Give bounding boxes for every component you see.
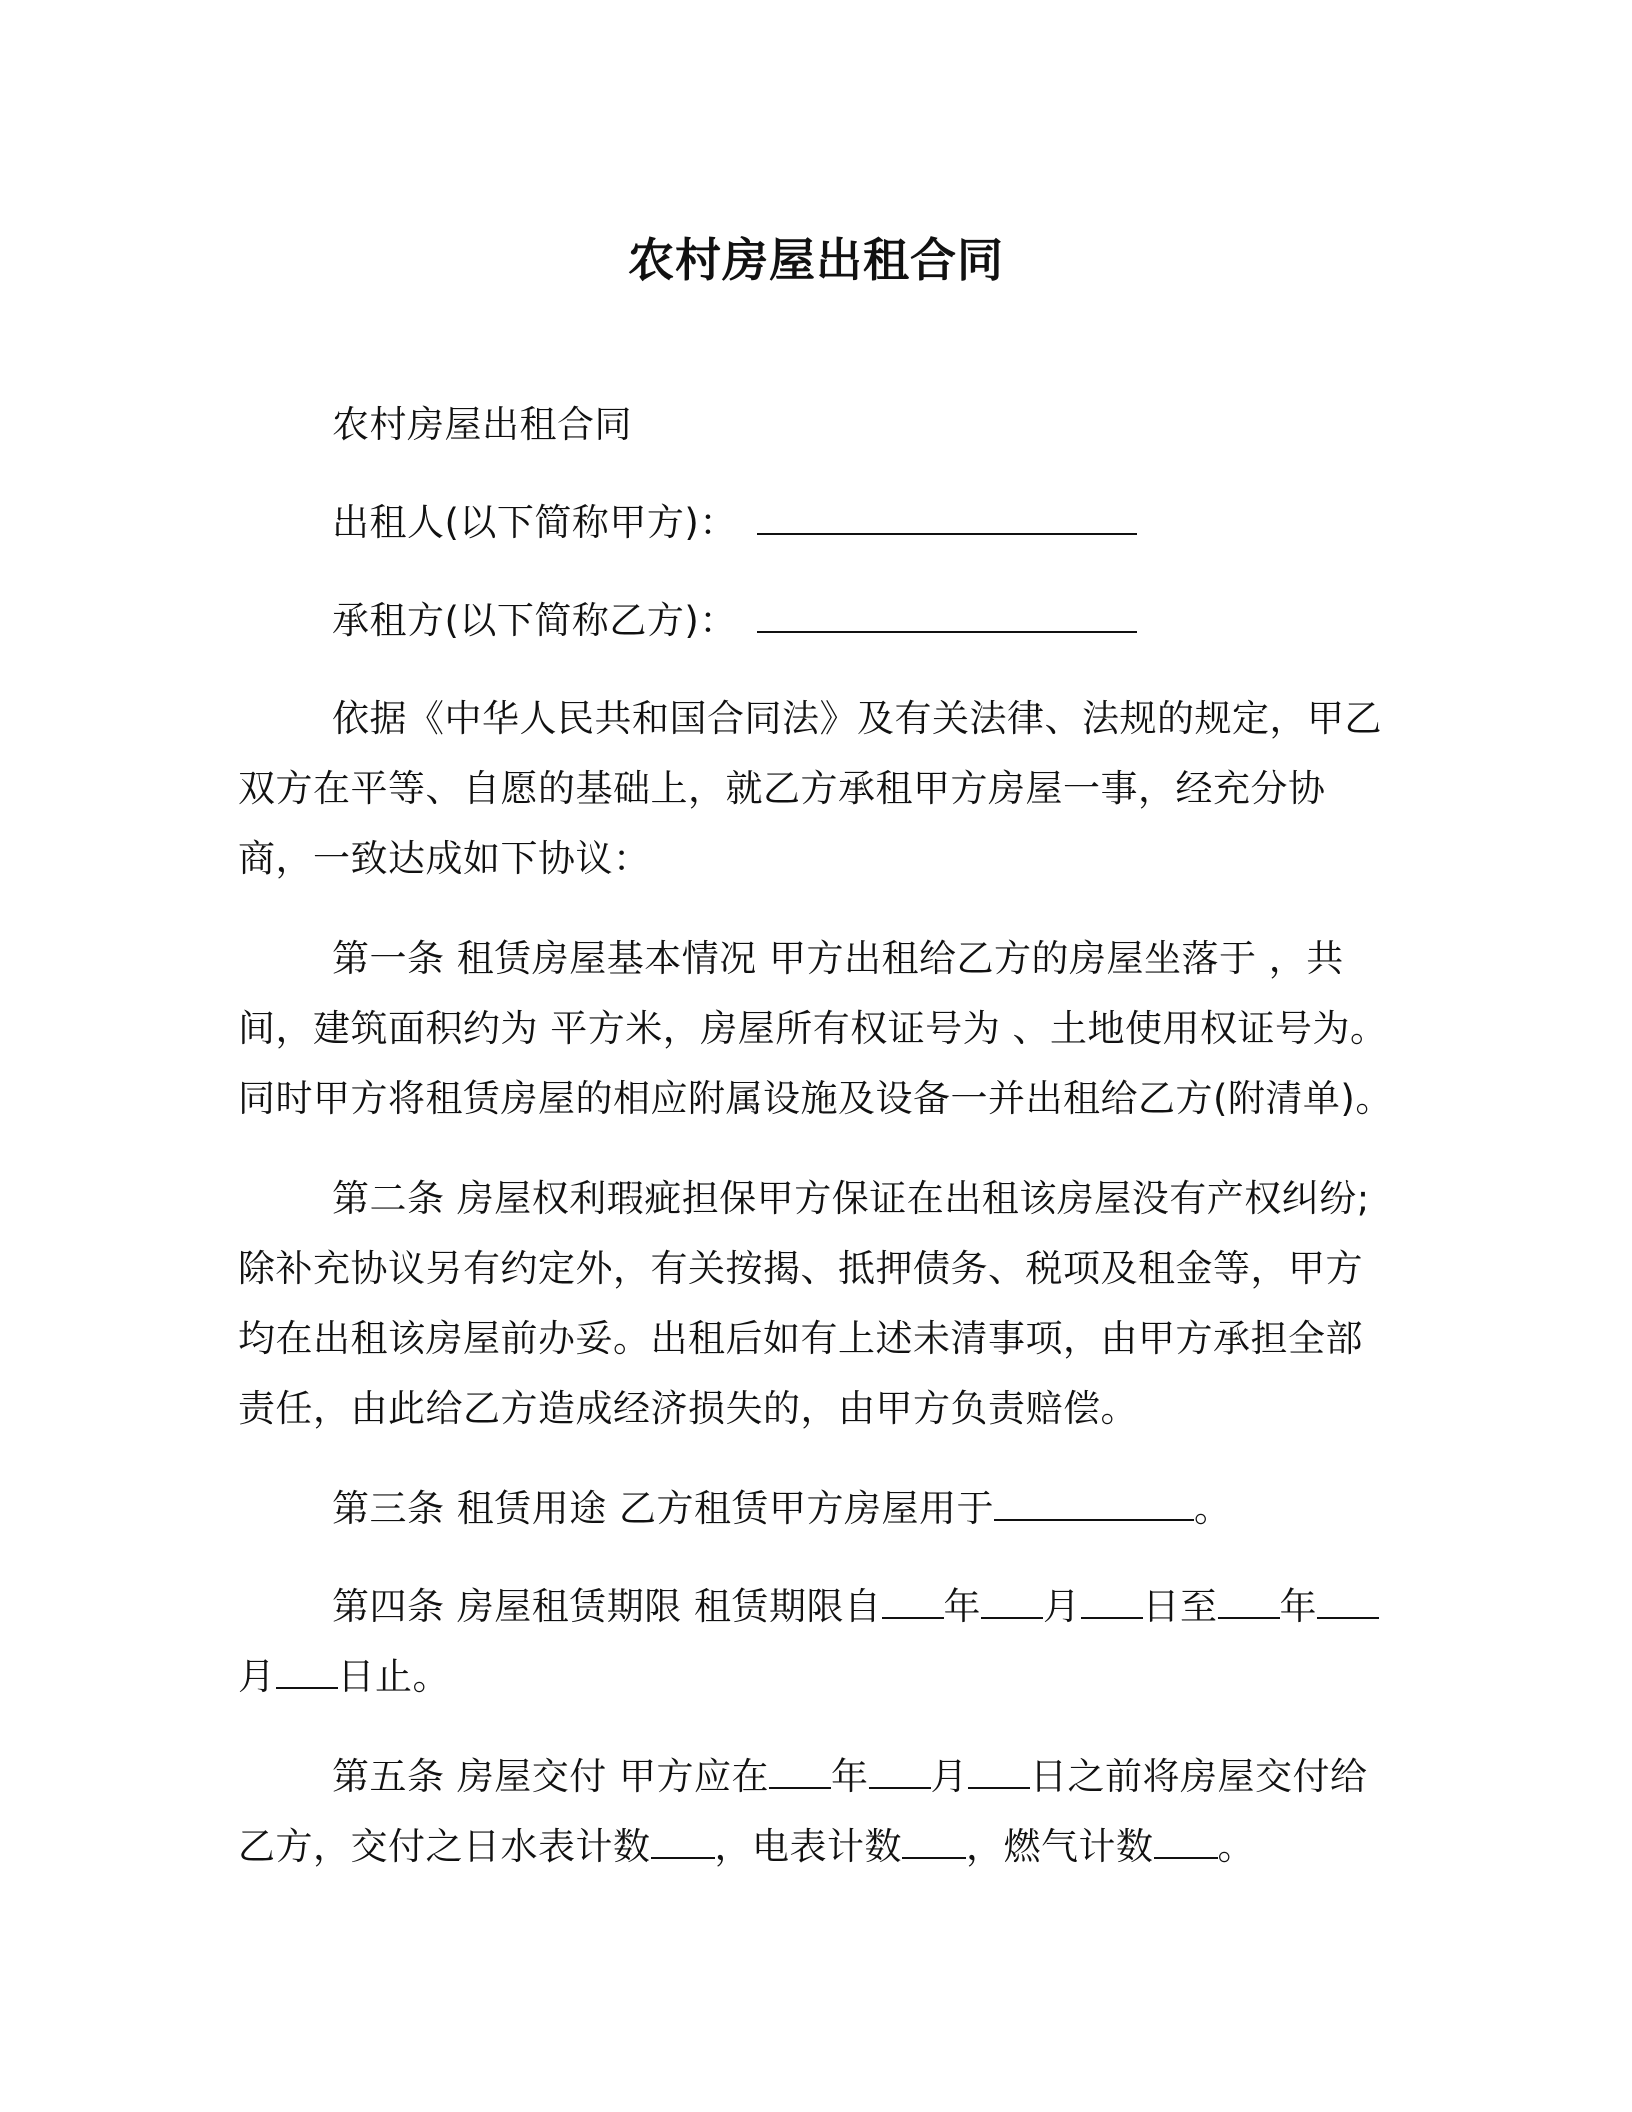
lessor-line	[238, 488, 1398, 558]
end-day-blank[interactable]	[276, 1657, 338, 1689]
lessee-blank[interactable]	[757, 601, 1137, 633]
article-1: 第一条 租赁房屋基本情况 甲方出租给乙方的房屋坐落于 ，共 间，建筑面积约为 平方米，房屋所有权证号为 、土地使用权证号为。同时甲方将租赁房屋的相应附属设施及设备一并出租给乙方(附清单)。	[238, 937, 1393, 1120]
lessor-blank[interactable]	[757, 503, 1137, 535]
article-3-text: 第三条 租赁用途 乙方租赁甲方房屋用于	[332, 1487, 995, 1530]
delivery-month-blank[interactable]	[869, 1757, 931, 1789]
article-5-end: 。	[1217, 1825, 1255, 1868]
water-meter-blank[interactable]	[651, 1827, 715, 1859]
article-4-year2: 年	[1279, 1585, 1318, 1628]
gas-meter-blank[interactable]	[1154, 1827, 1218, 1859]
start-day-blank[interactable]	[1081, 1587, 1143, 1619]
intro-paragraph: 依据《中华人民共和国合同法》及有关法律、法规的规定，甲乙双方在平等、自愿的基础上，就乙方承租甲方房屋一事，经充分协商，一致达成如下协议：	[238, 697, 1382, 880]
article-4-day-to: 日至	[1142, 1585, 1218, 1628]
lessor-label: 出租人(以下简称甲方)：	[332, 501, 737, 544]
article-5-electric: ，电表计数	[714, 1825, 902, 1868]
article-5-year: 年	[831, 1755, 869, 1798]
document-body	[238, 390, 1398, 1912]
delivery-day-blank[interactable]	[968, 1757, 1030, 1789]
article-5-day-before: 日之前将房屋交付给乙方，交付之日水表计数	[238, 1755, 1368, 1868]
end-month-blank[interactable]	[1317, 1587, 1379, 1619]
usage-blank[interactable]	[994, 1489, 1194, 1521]
article-5-text: 第五条 房屋交付 甲方应在	[332, 1755, 770, 1798]
end-year-blank[interactable]	[1218, 1587, 1280, 1619]
lessee-line	[238, 586, 1398, 656]
article-4-year: 年	[943, 1585, 982, 1628]
document-subtitle: 农村房屋出租合同	[332, 403, 632, 446]
article-5-month: 月	[930, 1755, 969, 1798]
document-title: 农村房屋出租合同	[628, 233, 1004, 287]
article-3-end: 。	[1194, 1487, 1232, 1530]
article-4-text: 第四条 房屋租赁期限 租赁期限自	[332, 1585, 882, 1628]
electric-meter-blank[interactable]	[902, 1827, 966, 1859]
article-4	[238, 1572, 1398, 1712]
article-3	[238, 1474, 1398, 1544]
start-year-blank[interactable]	[882, 1587, 944, 1619]
lessee-label: 承租方(以下简称乙方)：	[332, 599, 737, 642]
article-4-day-end: 日止。	[337, 1655, 450, 1698]
article-4-month2: 月	[238, 1655, 276, 1698]
start-month-blank[interactable]	[981, 1587, 1043, 1619]
delivery-year-blank[interactable]	[769, 1757, 831, 1789]
article-5	[238, 1742, 1398, 1882]
article-4-month: 月	[1043, 1585, 1081, 1628]
article-5-gas: ，燃气计数	[966, 1825, 1154, 1868]
article-2: 第二条 房屋权利瑕疵担保甲方保证在出租该房屋没有产权纠纷;除补充协议另有约定外，有关按揭、抵押债务、税项及租金等，甲方均在出租该房屋前办妥。出租后如有上述未清事项，由甲方承担全部责任，由此给乙方造成经济损失的，由甲方负责赔偿。	[238, 1177, 1370, 1430]
